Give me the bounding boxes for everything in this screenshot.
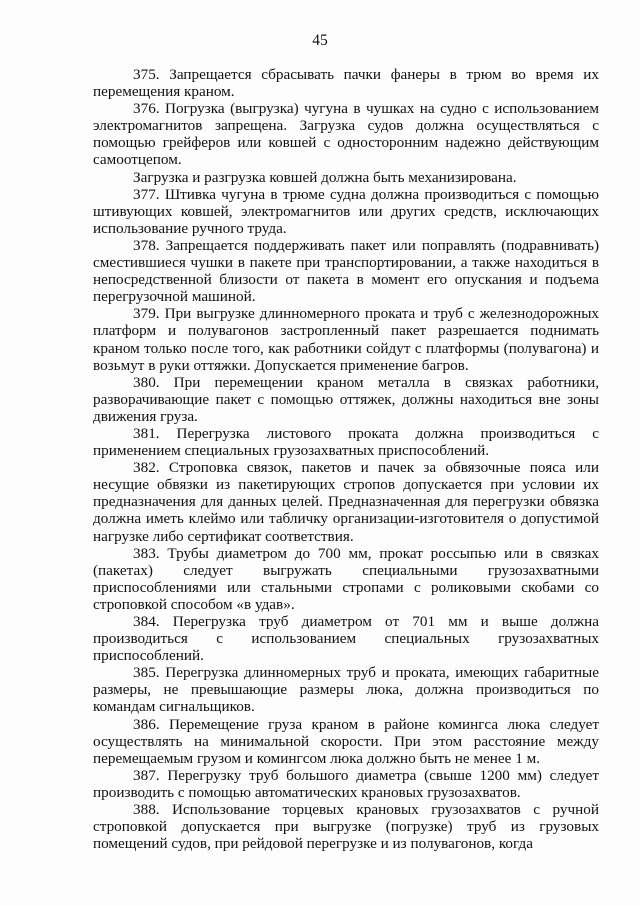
document-body (93, 66, 599, 852)
paragraph-385: 385. Перегрузка длинномерных труб и проката, имеющих габаритные размеры, не превышающие размеры люка, должна производиться по командам сигнальщиков. (93, 664, 599, 716)
paragraph-382: 382. Строповка связок, пакетов и пачек за обвязочные пояса или несущие обвязки из пакетирующих стропов допускается при условии их предназначения для данных целей. Предназначенная для перегрузки обвязка должна иметь клеймо или табличку организации-изготовителя о допустимой нагрузке либо сертификат соответствия. (93, 459, 599, 545)
paragraph-386: 386. Перемещение груза краном в районе комингса люка следует осуществлять на минимальной скорости. При этом расстояние между перемещаемым грузом и комингсом люка должно быть не менее 1 м. (93, 715, 599, 767)
paragraph-380: 380. При перемещении краном металла в связках работники, разворачивающие пакет с помощью оттяжек, должны находиться вне зоны движения груза. (93, 373, 599, 425)
paragraph-375: 375. Запрещается сбрасывать пачки фанеры в трюм во время их перемещения краном. (93, 66, 599, 101)
paragraph-384: 384. Перегрузка труб диаметром от 701 мм и выше должна производиться с использованием специальных грузозахватных приспособлений. (93, 613, 599, 665)
paragraph-387: 387. Перегрузку труб большого диаметра (свыше 1200 мм) следует производить с помощью автоматических крановых грузозахватов. (93, 766, 599, 801)
paragraph-376-continued: Загрузка и разгрузка ковшей должна быть механизирована. (133, 168, 517, 186)
page-number: 45 (312, 32, 328, 49)
paragraph-378: 378. Запрещается поддерживать пакет или поправлять (подравнивать) сместившиеся чушки в пакете при транспортировании, а также находиться в непосредственной близости от пакета в момент его опускания и подъема перегрузочной машиной. (93, 236, 599, 306)
paragraph-388: 388. Использование торцевых крановых грузозахватов с ручной строповкой допускается при выгрузке (погрузке) труб из грузовых помещений судов, при рейдовой перегрузке и из полувагонов, когда (93, 801, 599, 853)
paragraph-376: 376. Погрузка (выгрузка) чугуна в чушках на судно с использованием электромагнитов запрещена. Загрузка судов должна осуществляться с помощью грейферов или ковшей с односторонним надежно действующим самоотцепом. (93, 100, 599, 169)
paragraph-381: 381. Перегрузка листового проката должна производиться с применением специальных грузозахватных приспособлений. (93, 424, 599, 460)
paragraph-383: 383. Трубы диаметром до 700 мм, прокат россыпью или в связках (пакетах) следует выгружать специальными грузозахватными приспособлениями или стальными стропами с роликовыми скобами со строповкой способом «в удав». (93, 544, 599, 613)
paragraph-377: 377. Штивка чугуна в трюме судна должна производиться с помощью штивующих ковшей, электромагнитов или других средств, исключающих использование ручного труда. (93, 185, 599, 237)
paragraph-379: 379. При выгрузке длинномерного проката и труб с железнодорожных платформ и полувагонов застропленный пакет разрешается поднимать краном только после того, как работники сойдут с платформы (полувагона) и возьмут в руки оттяжки. Допускается применение багров. (93, 305, 599, 374)
